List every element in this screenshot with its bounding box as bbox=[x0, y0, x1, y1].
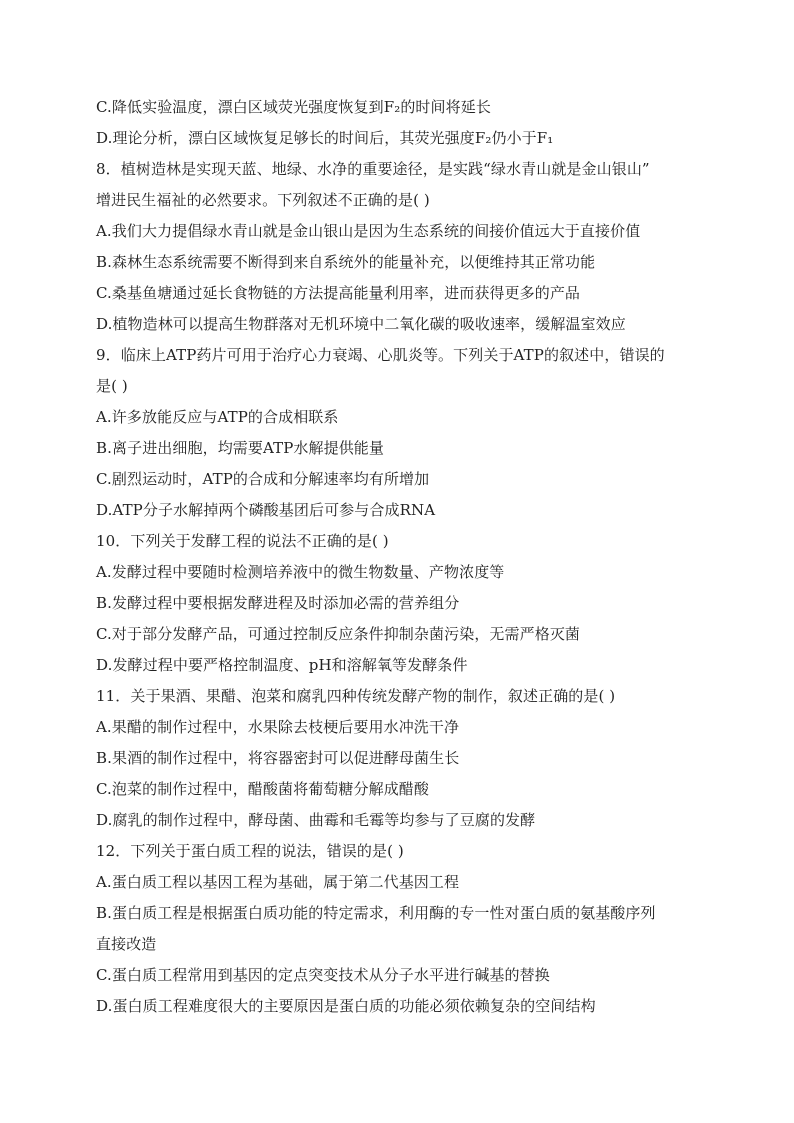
q8-option-a: A.我们大力提倡绿水青山就是金山银山是因为生态系统的间接价值远大于直接价值 bbox=[96, 222, 641, 240]
q11-option-d: D.腐乳的制作过程中，酵母菌、曲霉和毛霉等均参与了豆腐的发酵 bbox=[96, 811, 536, 829]
q10-option-b: B.发酵过程中要根据发酵进程及时添加必需的营养组分 bbox=[96, 594, 460, 612]
q9-option-a: A.许多放能反应与ATP的合成相联系 bbox=[96, 408, 339, 426]
q10-option-a: A.发酵过程中要随时检测培养液中的微生物数量、产物浓度等 bbox=[96, 563, 505, 581]
q7-option-d: D.理论分析，漂白区域恢复足够长的时间后，其荧光强度F₂仍小于F₁ bbox=[96, 129, 554, 147]
q11-option-a: A.果醋的制作过程中，水果除去枝梗后要用水冲洗干净 bbox=[96, 718, 460, 736]
q10-option-c: C.对于部分发酵产品，可通过控制反应条件抑制杂菌污染，无需严格灭菌 bbox=[96, 625, 581, 643]
q7-option-c: C.降低实验温度，漂白区域荧光强度恢复到F₂的时间将延长 bbox=[96, 98, 491, 116]
q11-stem: 11．关于果酒、果醋、泡菜和腐乳四种传统发酵产物的制作，叙述正确的是( ) bbox=[96, 687, 616, 705]
q10-stem: 10．下列关于发酵工程的说法不正确的是( ) bbox=[96, 532, 389, 550]
q8-option-c: C.桑基鱼塘通过延长食物链的方法提高能量利用率，进而获得更多的产品 bbox=[96, 284, 581, 302]
q12-option-c: C.蛋白质工程常用到基因的定点突变技术从分子水平进行碱基的替换 bbox=[96, 966, 550, 984]
q8-option-d: D.植物造林可以提高生物群落对无机环境中二氧化碳的吸收速率，缓解温室效应 bbox=[96, 315, 626, 333]
q9-option-d: D.ATP分子水解掉两个磷酸基团后可参与合成RNA bbox=[96, 501, 436, 519]
q8-stem-line-1: 8．植树造林是实现天蓝、地绿、水净的重要途径，是实践“绿水青山就是金山银山” bbox=[96, 160, 650, 178]
q12-option-a: A.蛋白质工程以基因工程为基础，属于第二代基因工程 bbox=[96, 873, 460, 891]
q12-option-b-line-1: B.蛋白质工程是根据蛋白质功能的特定需求，利用酶的专一性对蛋白质的氨基酸序列 bbox=[96, 904, 656, 922]
q11-option-c: C.泡菜的制作过程中，醋酸菌将葡萄糖分解成醋酸 bbox=[96, 780, 430, 798]
q10-option-d: D.发酵过程中要严格控制温度、pH和溶解氧等发酵条件 bbox=[96, 656, 468, 674]
q11-option-b: B.果酒的制作过程中，将容器密封可以促进酵母菌生长 bbox=[96, 749, 460, 767]
q9-stem-line-1: 9．临床上ATP药片可用于治疗心力衰竭、心肌炎等。下列关于ATP的叙述中，错误的 bbox=[96, 346, 665, 364]
q8-stem-line-2: 增进民生福祉的必然要求。下列叙述不正确的是( ) bbox=[96, 191, 430, 209]
q8-option-b: B.森林生态系统需要不断得到来自系统外的能量补充，以便维持其正常功能 bbox=[96, 253, 596, 271]
q9-stem-line-2: 是( ) bbox=[96, 377, 128, 395]
q12-stem: 12．下列关于蛋白质工程的说法，错误的是( ) bbox=[96, 842, 404, 860]
document-body bbox=[96, 92, 716, 1022]
q12-option-b-line-2: 直接改造 bbox=[96, 935, 157, 953]
q9-option-b: B.离子进出细胞，均需要ATP水解提供能量 bbox=[96, 439, 385, 457]
q9-option-c: C.剧烈运动时，ATP的合成和分解速率均有所增加 bbox=[96, 470, 430, 488]
q12-option-d: D.蛋白质工程难度很大的主要原因是蛋白质的功能必须依赖复杂的空间结构 bbox=[96, 997, 596, 1015]
